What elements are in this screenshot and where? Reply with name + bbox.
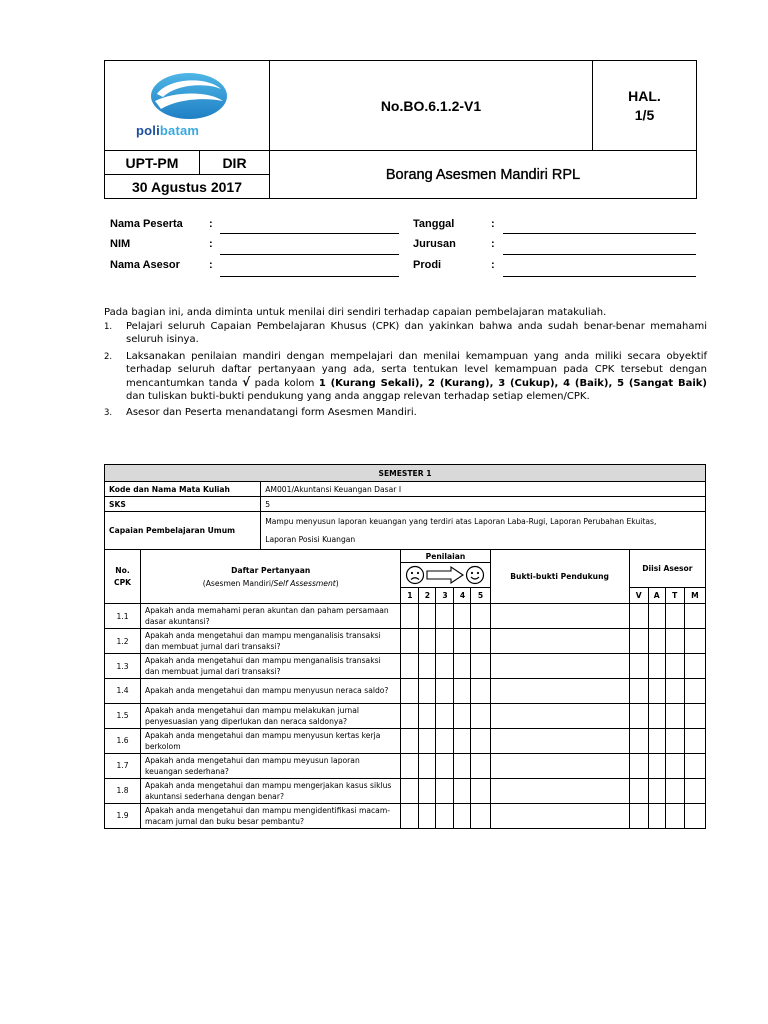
happy-face-icon (465, 565, 485, 585)
rating-cell-3[interactable] (436, 803, 454, 828)
label-nim: NIM (110, 238, 131, 250)
cpk-number: 1.2 (105, 629, 141, 654)
instruction-item: 2. Laksanakan penilaian mandiri dengan mempelajari dan menilai kemampuan yang anda miliki secara obyektif terhadap seluruh daftar pertanyaan yang ada, serta tentukan level kemampuan pada CPK tersebut dengan mencantumkan tanda √ pada kolom 1 (Kurang Sekali), 2 (Kurang), 3 (Cukup), 4 (Baik), 5 (Sangat Baik) dan tuliskan bukti-bukti pendukung yang anda anggap relevan terhadap setiap elemen/CPK. (104, 350, 708, 403)
cpk-number: 1.4 (105, 679, 141, 704)
asesor-cell-m[interactable] (684, 604, 705, 629)
rating-cell-1[interactable] (401, 629, 419, 654)
rating-cell-2[interactable] (419, 803, 436, 828)
table-row (105, 803, 706, 828)
asesor-t: T (665, 588, 684, 604)
table-row (105, 629, 706, 654)
doc-number: No.BO.6.1.2-V1 (380, 97, 482, 114)
semester-header: SEMESTER 1 (105, 465, 706, 482)
asesor-a: A (648, 588, 665, 604)
question-rows (105, 604, 706, 829)
rating-cell-4[interactable] (454, 703, 471, 728)
asesor-cell-a[interactable] (648, 629, 665, 654)
bukti-cell[interactable] (490, 728, 629, 753)
input-nim[interactable] (220, 254, 399, 255)
instructions-list (104, 320, 707, 419)
rating-cell-5[interactable] (471, 753, 490, 778)
cpu-label: Capaian Pembelajaran Umum (105, 512, 261, 550)
table-row (105, 728, 706, 753)
kode-label: Kode dan Nama Mata Kuliah (105, 482, 261, 497)
page-value: 1/5 (634, 106, 655, 123)
check-mark: √ (242, 375, 251, 390)
doc-date: 30 Agustus 2017 (132, 178, 242, 195)
colon: : (491, 238, 495, 250)
bukti-cell[interactable] (490, 654, 629, 679)
asesor-cell-v[interactable] (629, 728, 648, 753)
asesor-cell-v[interactable] (629, 629, 648, 654)
rating-cell-5[interactable] (471, 629, 490, 654)
sad-face-icon (405, 565, 425, 585)
asesor-cell-a[interactable] (648, 604, 665, 629)
colon: : (209, 218, 213, 230)
asesor-cell-m[interactable] (684, 654, 705, 679)
bukti-cell[interactable] (490, 753, 629, 778)
rating-cell-3[interactable] (436, 604, 454, 629)
page-label: HAL. (628, 87, 661, 104)
rating-cell-5[interactable] (471, 654, 490, 679)
question-text: Apakah anda mengetahui dan mampu melakukan jurnal penyesuasian yang diperlukan dan neraca saldonya? (141, 703, 401, 728)
scale-2: 2 (419, 588, 436, 604)
asesor-cell-a[interactable] (648, 753, 665, 778)
asesor-cell-m[interactable] (684, 728, 705, 753)
asesor-cell-a[interactable] (648, 728, 665, 753)
asesor-cell-v[interactable] (629, 604, 648, 629)
rating-cell-1[interactable] (401, 604, 419, 629)
sks-label: SKS (105, 497, 261, 512)
question-text: Apakah anda mengetahui dan mampu mengerjakan kasus siklus akuntansi sederhana dengan benar? (141, 778, 401, 803)
rating-cell-1[interactable] (401, 753, 419, 778)
sks-value: 5 (261, 497, 706, 512)
label-nama-asesor: Nama Asesor (110, 259, 180, 271)
rating-cell-5[interactable] (471, 703, 490, 728)
table-row (105, 778, 706, 803)
instruction-item: 3. Asesor dan Peserta menandatangi form Asesmen Mandiri. (104, 407, 417, 419)
asesor-cell-t[interactable] (665, 629, 684, 654)
rating-cell-3[interactable] (436, 703, 454, 728)
bukti-cell[interactable] (490, 778, 629, 803)
bukti-cell[interactable] (490, 703, 629, 728)
question-text: Apakah anda mengetahui dan mampu menyusun kertas kerja berkolom (141, 728, 401, 753)
rating-cell-5[interactable] (471, 679, 490, 704)
rating-cell-4[interactable] (454, 803, 471, 828)
question-text: Apakah anda mengetahui dan mampu menyusun neraca saldo? (141, 679, 401, 704)
rating-cell-3[interactable] (436, 778, 454, 803)
rating-cell-2[interactable] (419, 753, 436, 778)
rating-cell-5[interactable] (471, 803, 490, 828)
asesor-cell-v[interactable] (629, 778, 648, 803)
input-nama-peserta[interactable] (220, 233, 399, 234)
bukti-cell[interactable] (490, 604, 629, 629)
rating-cell-3[interactable] (436, 629, 454, 654)
rating-cell-2[interactable] (419, 728, 436, 753)
asesor-cell-t[interactable] (665, 679, 684, 704)
scale-1: 1 (401, 588, 419, 604)
label-tanggal: Tanggal (413, 218, 455, 230)
label-nama-peserta: Nama Peserta (110, 218, 183, 230)
table-row (105, 654, 706, 679)
asesor-cell-v[interactable] (629, 654, 648, 679)
asesor-cell-t[interactable] (665, 753, 684, 778)
asesor-cell-a[interactable] (648, 778, 665, 803)
doc-title: Borang Asesmen Mandiri RPL (385, 166, 581, 183)
page-indicator (593, 61, 696, 150)
rating-cell-3[interactable] (436, 679, 454, 704)
question-text: Apakah anda mengetahui dan mampu meyusun laporan keuangan sederhana? (141, 753, 401, 778)
colon: : (491, 218, 495, 230)
scale-3: 3 (436, 588, 454, 604)
rating-cell-5[interactable] (471, 604, 490, 629)
bukti-cell[interactable] (490, 629, 629, 654)
rating-cell-1[interactable] (401, 679, 419, 704)
table-row (105, 753, 706, 778)
rating-scale-faces (401, 563, 490, 588)
asesor-cell-m[interactable] (684, 679, 705, 704)
rating-cell-1[interactable] (401, 803, 419, 828)
question-text: Apakah anda mengetahui dan mampu menganalisis transaksi dan membuat jurnal dari transaksi? (141, 654, 401, 679)
kode-value: AM001/Akuntansi Keuangan Dasar I (261, 482, 706, 497)
cpk-number: 1.6 (105, 728, 141, 753)
asesor-cell-m[interactable] (684, 703, 705, 728)
polibatam-logo (105, 61, 269, 150)
table-row (105, 604, 706, 629)
scale-5: 5 (471, 588, 490, 604)
table-row (105, 703, 706, 728)
rating-cell-1[interactable] (401, 654, 419, 679)
asesor-m: M (684, 588, 705, 604)
cpk-number: 1.5 (105, 703, 141, 728)
asesor-cell-v[interactable] (629, 803, 648, 828)
asesor-cell-m[interactable] (684, 778, 705, 803)
rating-cell-4[interactable] (454, 654, 471, 679)
input-prodi[interactable] (503, 276, 696, 277)
instructions (104, 306, 707, 423)
assessment-table (104, 464, 706, 829)
rating-cell-4[interactable] (454, 629, 471, 654)
input-jurusan[interactable] (503, 254, 696, 255)
rating-cell-4[interactable] (454, 778, 471, 803)
asesor-cell-a[interactable] (648, 679, 665, 704)
label-jurusan: Jurusan (413, 238, 456, 250)
dir-label: DIR (222, 154, 247, 171)
col-diisi-asesor: Diisi Asesor (629, 550, 705, 588)
cpu-value: Mampu menyusun laporan keuangan yang terdiri atas Laporan Laba-Rugi, Laporan Perubahan Ekuitas, Laporan Posisi Kuangan (261, 512, 706, 550)
rating-cell-4[interactable] (454, 753, 471, 778)
document-header (104, 60, 697, 199)
cpk-number: 1.8 (105, 778, 141, 803)
cpk-number: 1.3 (105, 654, 141, 679)
asesor-cell-v[interactable] (629, 703, 648, 728)
rating-cell-5[interactable] (471, 728, 490, 753)
rating-cell-1[interactable] (401, 728, 419, 753)
instruction-item: 1. Pelajari seluruh Capaian Pembelajaran Khusus (CPK) dan yakinkan bahwa anda sudah benar-benar memahami seluruh isinya. (104, 321, 707, 346)
table-row (105, 679, 706, 704)
asesor-v: V (629, 588, 648, 604)
unit-label: UPT-PM (125, 154, 179, 171)
rating-cell-4[interactable] (454, 728, 471, 753)
cpk-number: 1.9 (105, 803, 141, 828)
cpk-number: 1.7 (105, 753, 141, 778)
rating-cell-2[interactable] (419, 654, 436, 679)
col-bukti-pendukung: Bukti-bukti Pendukung (490, 550, 629, 604)
arrow-right-icon (425, 565, 465, 585)
colon: : (209, 238, 213, 250)
bukti-cell[interactable] (490, 803, 629, 828)
cpk-number: 1.1 (105, 604, 141, 629)
question-text: Apakah anda memahami peran akuntan dan paham persamaan dasar akuntansi? (141, 604, 401, 629)
input-tanggal[interactable] (503, 233, 696, 234)
rating-cell-1[interactable] (401, 778, 419, 803)
asesor-cell-v[interactable] (629, 753, 648, 778)
rating-cell-4[interactable] (454, 679, 471, 704)
asesor-cell-m[interactable] (684, 629, 705, 654)
rating-cell-3[interactable] (436, 654, 454, 679)
rating-cell-3[interactable] (436, 753, 454, 778)
rating-cell-2[interactable] (419, 703, 436, 728)
asesor-cell-t[interactable] (665, 728, 684, 753)
asesor-cell-t[interactable] (665, 604, 684, 629)
asesor-cell-a[interactable] (648, 803, 665, 828)
col-daftar-pertanyaan: Daftar Pertanyaan (Asesmen Mandiri/Self Assessment) (141, 550, 401, 604)
asesor-cell-t[interactable] (665, 803, 684, 828)
rating-cell-4[interactable] (454, 604, 471, 629)
colon: : (491, 259, 495, 271)
asesor-cell-t[interactable] (665, 703, 684, 728)
input-nama-asesor[interactable] (220, 276, 399, 277)
col-penilaian: Penilaian (401, 550, 490, 563)
asesor-cell-m[interactable] (684, 753, 705, 778)
scale-4: 4 (454, 588, 471, 604)
rating-cell-2[interactable] (419, 679, 436, 704)
logo-wordmark: polibatam (136, 123, 200, 138)
asesor-cell-a[interactable] (648, 703, 665, 728)
instructions-intro: Pada bagian ini, anda diminta untuk menilai diri sendiri terhadap capaian pembelajaran matakuliah. (104, 307, 607, 318)
col-no-cpk: No. CPK (105, 550, 141, 604)
rating-cell-5[interactable] (471, 778, 490, 803)
question-text: Apakah anda mengetahui dan mampu menganalisis transaksi dan membuat jurnal dari transaksi? (141, 629, 401, 654)
asesor-cell-v[interactable] (629, 679, 648, 704)
asesor-cell-a[interactable] (648, 654, 665, 679)
colon: : (209, 259, 213, 271)
rating-cell-2[interactable] (419, 604, 436, 629)
question-text: Apakah anda mengetahui dan mampu mengidentifikasi macam-macam jurnal dan buku besar pembantu? (141, 803, 401, 828)
asesor-cell-m[interactable] (684, 803, 705, 828)
asesor-cell-t[interactable] (665, 778, 684, 803)
rating-cell-3[interactable] (436, 728, 454, 753)
bukti-cell[interactable] (490, 679, 629, 704)
rating-cell-2[interactable] (419, 778, 436, 803)
asesor-cell-t[interactable] (665, 654, 684, 679)
rating-cell-1[interactable] (401, 703, 419, 728)
label-prodi: Prodi (413, 259, 442, 271)
rating-cell-2[interactable] (419, 629, 436, 654)
